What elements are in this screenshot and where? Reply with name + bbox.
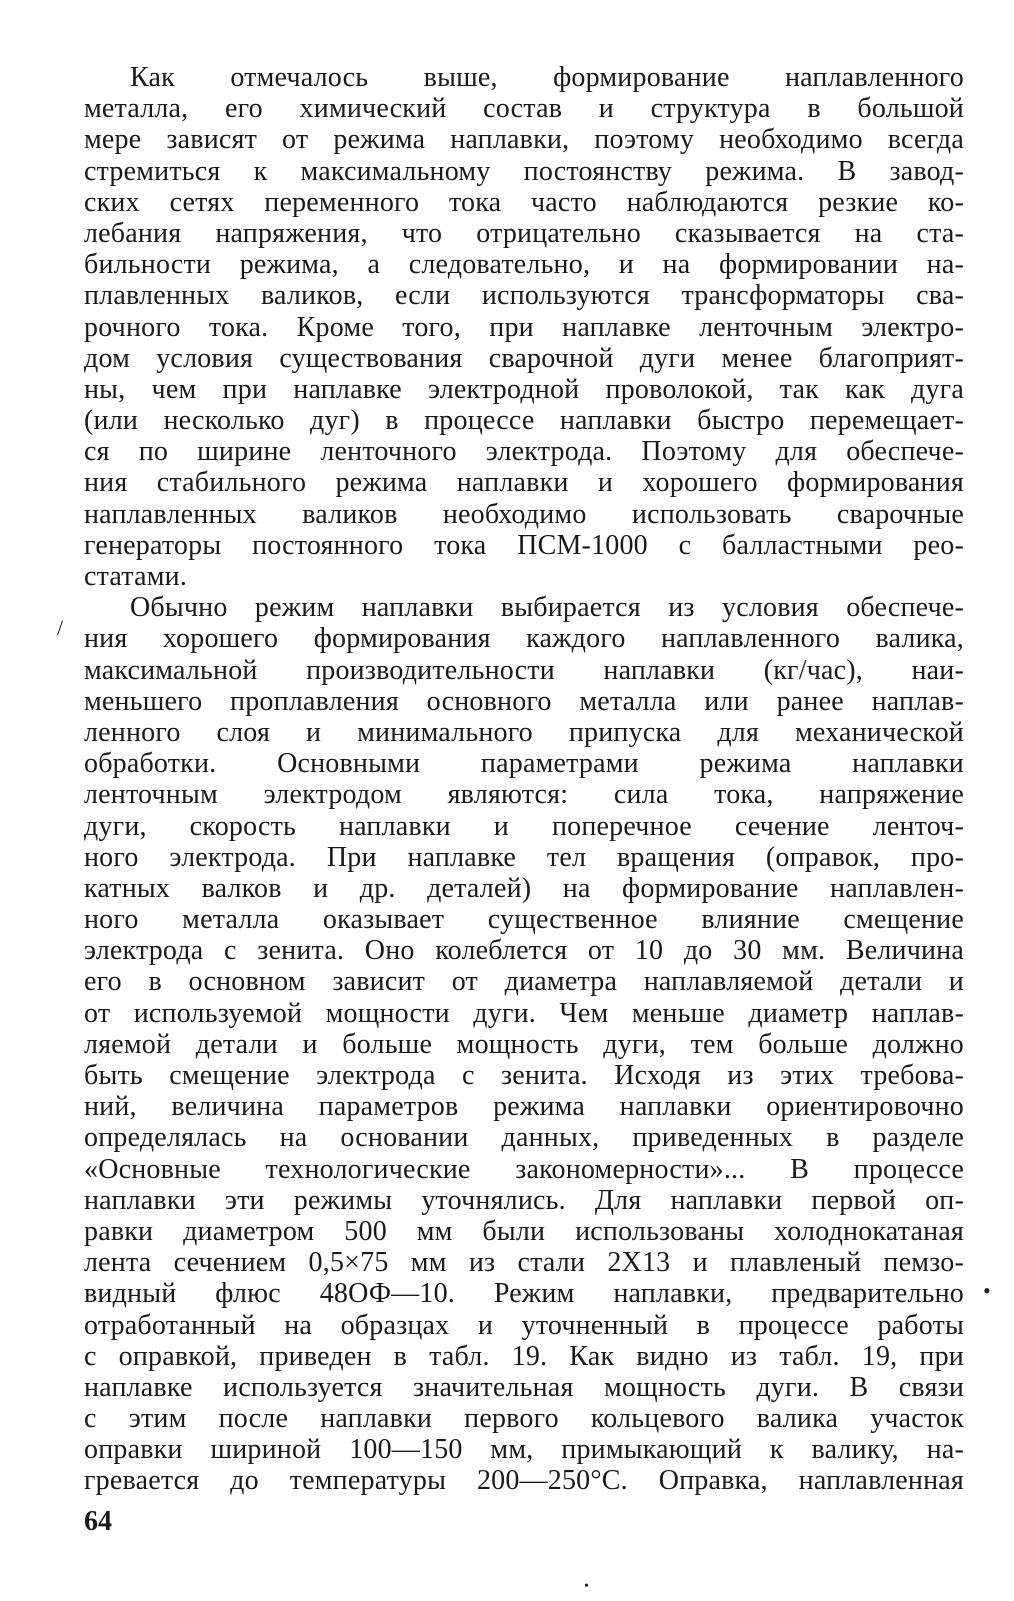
text-line: максимальной производительности наплавки (кг/час), наи-: [84, 654, 964, 686]
text-line: дом условия существования сварочной дуги менее благоприят-: [84, 342, 964, 374]
text-line: Обычно режим наплавки выбирается из условия обеспече-: [130, 592, 964, 624]
text-line: с оправкой, приведен в табл. 19. Как видно из табл. 19, при: [84, 1340, 964, 1372]
text-line: (или несколько дуг) в процессе наплавки быстро перемещает-: [84, 405, 964, 437]
text-line: генераторы постоянного тока ПСМ-1000 с балластными рео-: [84, 529, 964, 561]
text-line: рочного тока. Кроме того, при наплавке ленточным электро-: [84, 311, 964, 343]
text-line: плавленных валиков, если используются трансформаторы сва-: [84, 280, 964, 312]
text-line: ленного слоя и минимального припуска для механической: [84, 716, 964, 748]
text-line: ния хорошего формирования каждого наплавленного валика,: [84, 623, 964, 655]
text-line: от используемой мощности дуги. Чем меньше диаметр наплав-: [84, 997, 964, 1029]
margin-dot-mark: •: [983, 1278, 991, 1303]
text-line: ленточным электродом являются: сила тока, напряжение: [84, 779, 964, 811]
text-line: лента сечением 0,5×75 мм из стали 2Х13 и плавленый пемзо-: [84, 1247, 964, 1279]
text-line: стремиться к максимальному постоянству режима. В завод-: [84, 155, 964, 187]
text-line: Как отмечалось выше, формирование наплавленного: [130, 62, 964, 93]
text-line: наплавке используется значительная мощность дуги. В связи: [84, 1371, 964, 1403]
page-number: 64: [84, 1506, 112, 1537]
text-line: оправки шириной 100—150 мм, примыкающий к валику, на-: [84, 1434, 964, 1466]
text-line: бильности режима, а следовательно, и на формировании на-: [84, 249, 964, 281]
text-line: статами.: [84, 561, 188, 592]
text-line: наплавленных валиков необходимо использовать сварочные: [84, 498, 964, 530]
margin-tick-mark: /: [57, 615, 64, 640]
text-line: ния стабильного режима наплавки и хорошего формирования: [84, 467, 964, 499]
text-line: ся по ширине ленточного электрода. Поэтому для обеспече-: [84, 436, 964, 468]
text-line: дуги, скорость наплавки и поперечное сечение ленточ-: [84, 810, 964, 842]
text-line: ний, величина параметров режима наплавки ориентировочно: [84, 1091, 964, 1123]
text-line: металла, его химический состав и структура в большой: [84, 93, 964, 125]
text-line: ских сетях переменного тока часто наблюдаются резкие ко-: [84, 186, 964, 218]
text-line: быть смещение электрода с зенита. Исходя из этих требова-: [84, 1060, 964, 1091]
text-line: определялась на основании данных, приведенных в разделе: [84, 1122, 964, 1154]
text-line: электрода с зенита. Оно колеблется от 10 до 30 мм. Величина: [84, 935, 964, 967]
text-line: гревается до температуры 200—250°С. Оправка, наплавленная: [84, 1465, 964, 1497]
text-line: с этим после наплавки первого кольцевого валика участок: [84, 1403, 964, 1435]
text-line: равки диаметром 500 мм были использованы холоднокатаная: [84, 1215, 964, 1247]
text-line: мере зависят от режима наплавки, поэтому необходимо всегда: [84, 124, 964, 156]
text-line: лебания напряжения, что отрицательно сказывается на ста-: [84, 217, 964, 249]
text-line: видный флюс 48ОФ—10. Режим наплавки, предварительно: [84, 1278, 964, 1310]
text-line: ного металла оказывает существенное влияние смещение: [84, 904, 964, 936]
text-line: ного электрода. При наплавке тел вращения (оправок, про-: [84, 841, 964, 873]
text-line: наплавки эти режимы уточнялись. Для наплавки первой оп-: [84, 1184, 964, 1216]
text-line: обработки. Основными параметрами режима наплавки: [84, 748, 964, 780]
text-line: ляемой детали и больше мощность дуги, тем больше должно: [84, 1028, 964, 1060]
text-line: катных валков и др. деталей) на формирование наплавлен-: [84, 872, 964, 904]
text-line: ны, чем при наплавке электродной проволокой, так как дуга: [84, 373, 964, 405]
text-line: меньшего проплавления основного металла или ранее наплав-: [84, 685, 964, 717]
text-line: его в основном зависит от диаметра наплавляемой детали и: [84, 966, 964, 998]
body-text: [84, 62, 964, 1497]
text-line: отработанный на образцах и уточненный в процессе работы: [84, 1309, 964, 1341]
text-line: «Основные технологические закономерности»... В процессе: [84, 1153, 964, 1185]
bottom-dot-mark: •: [584, 1579, 589, 1594]
